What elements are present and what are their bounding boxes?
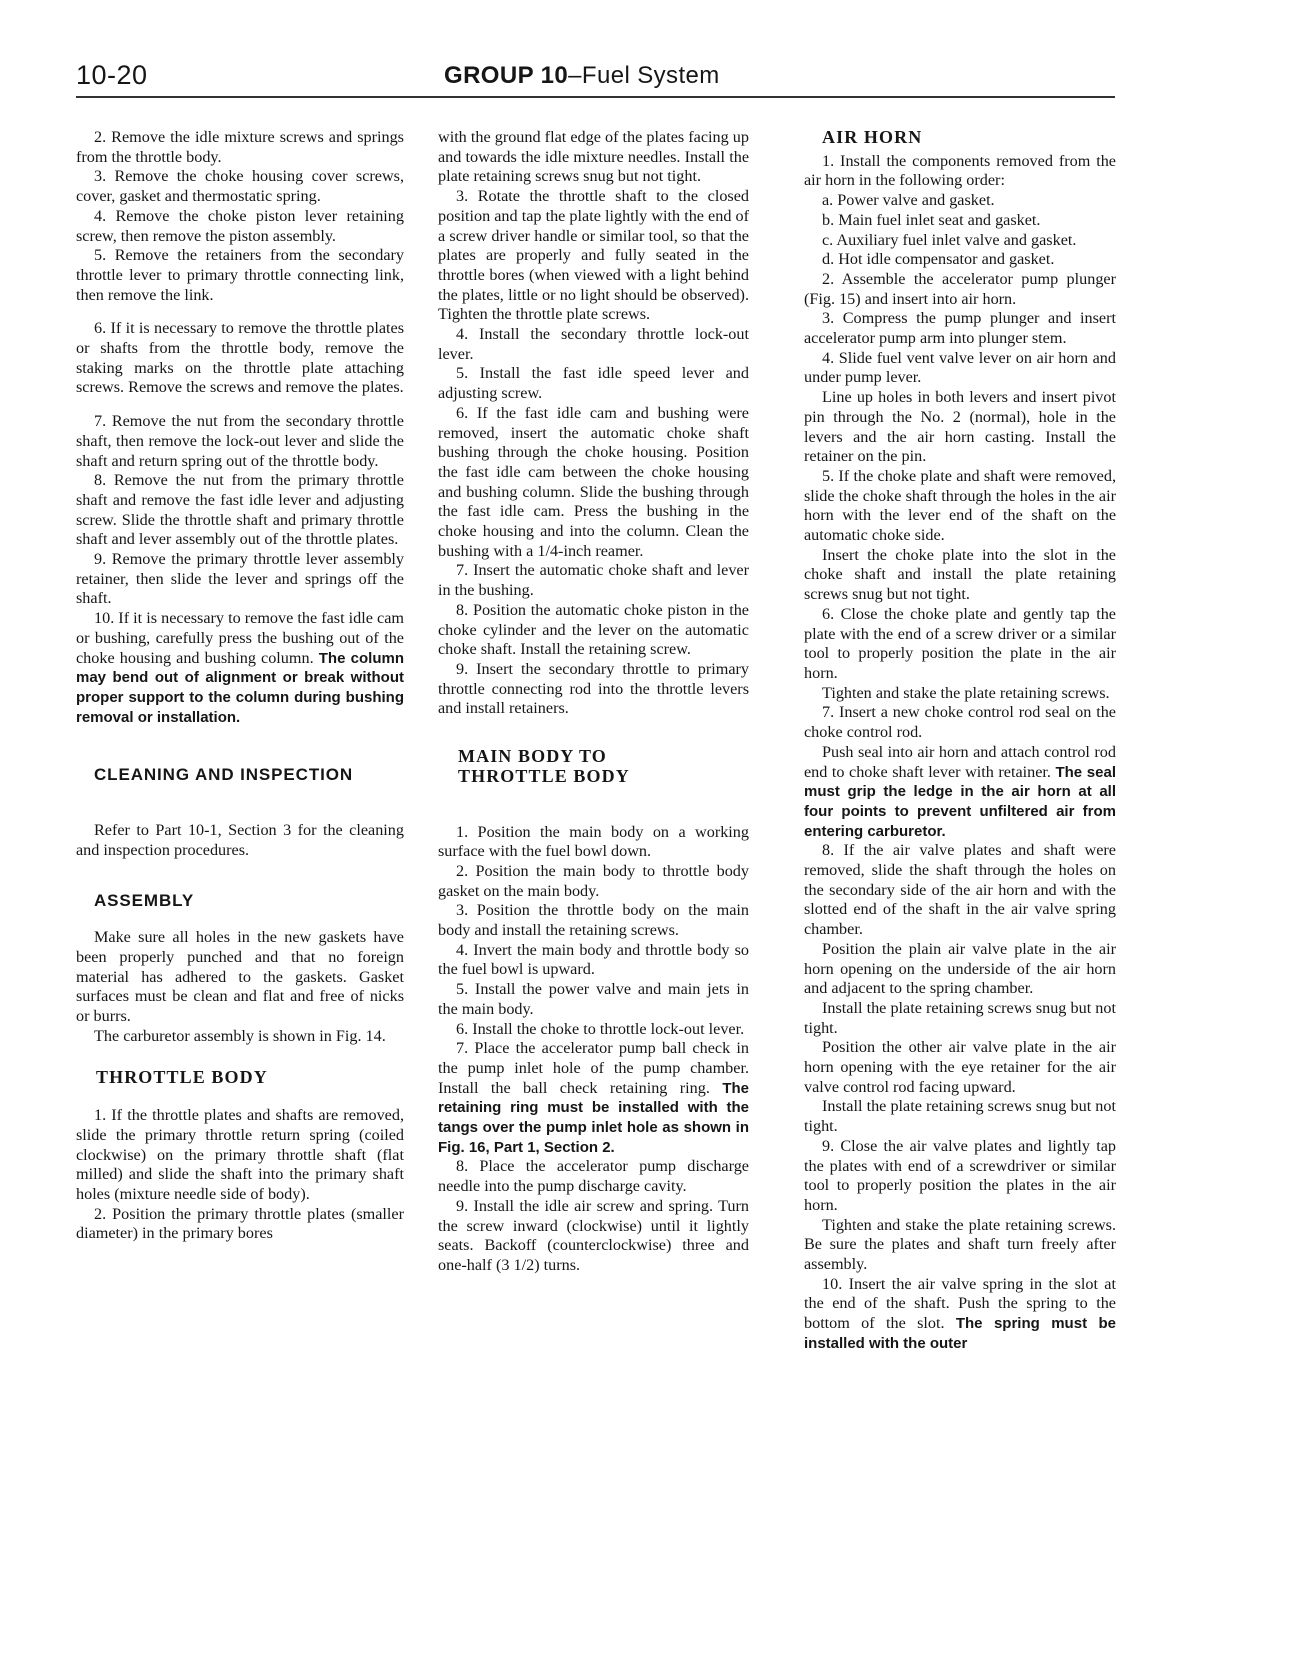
group-title: GROUP 10 bbox=[444, 62, 569, 89]
section-title: –Fuel System bbox=[568, 62, 720, 89]
paragraph: Line up holes in both levers and insert pivot pin through the No. 2 (normal), hole in the levers and the air horn casting. Install the retainer on the pin. bbox=[804, 388, 1116, 466]
paragraph: 4. Slide fuel vent valve lever on air horn and under pump lever. bbox=[804, 348, 1116, 387]
column-3 bbox=[804, 128, 1116, 1354]
paragraph-text: 10. If it is necessary to remove the fast idle cam or bushing, carefully press the bushing out of the choke housing and bushing column. bbox=[76, 609, 404, 667]
paragraph: 1. Install the components removed from the air horn in the following order: bbox=[804, 151, 1116, 190]
header-rule bbox=[76, 96, 1115, 98]
bold-caution: The seal must grip the ledge in the air horn at all four points to prevent unfiltered air from entering carburetor. bbox=[804, 763, 1116, 840]
paragraph: 2. Position the primary throttle plates (smaller diameter) in the primary bores bbox=[76, 1204, 404, 1243]
paragraph bbox=[804, 743, 1116, 842]
paragraph: Install the plate retaining screws snug but not tight. bbox=[804, 998, 1116, 1037]
paragraph: 5. Install the fast idle speed lever and adjusting screw. bbox=[438, 364, 749, 403]
paragraph: Position the other air valve plate in the air horn opening with the eye retainer for the air valve control rod facing upward. bbox=[804, 1038, 1116, 1096]
paragraph: 4. Remove the choke piston lever retaining screw, then remove the piston assembly. bbox=[76, 206, 404, 245]
paragraph: 8. Position the automatic choke piston in the choke cylinder and the lever on the automatic choke shaft. Install the retaining screw. bbox=[438, 600, 749, 659]
paragraph: Refer to Part 10-1, Section 3 for the cleaning and inspection procedures. bbox=[76, 821, 404, 859]
paragraph: 6. Install the choke to throttle lock-out lever. bbox=[456, 1019, 745, 1038]
paragraph: 5. If the choke plate and shaft were removed, slide the choke shaft through the holes in the air horn with the lever end of the shaft on the automatic choke side. bbox=[804, 466, 1116, 545]
page-number: 10-20 bbox=[76, 60, 148, 90]
cleaning-heading: CLEANING AND INSPECTION bbox=[94, 765, 354, 785]
list-item: b. Main fuel inlet seat and gasket. bbox=[822, 210, 1041, 229]
paragraph-text: 10. Insert the air valve spring in the slot at the end of the shaft. Push the spring to the bottom of the slot. bbox=[804, 1274, 1116, 1333]
bold-caution: The column may bend out of alignment or break without proper support to the column during bushing removal or installation. bbox=[76, 649, 405, 726]
bold-caution: The retaining ring must be installed with the tangs over the pump inlet hole as shown in Fig. 16, Part 1, Section 2. bbox=[438, 1079, 749, 1156]
paragraph: Position the plain air valve plate in the air horn opening on the underside of the air horn and adjacent to the spring chamber. bbox=[804, 939, 1116, 998]
paragraph: 6. If it is necessary to remove the throttle plates or shafts from the throttle body, remove the staking marks on the throttle plate attaching screws. Remove the screws and remove the plates. bbox=[76, 319, 404, 397]
column-1 bbox=[76, 128, 404, 1244]
paragraph: Install the plate retaining screws snug but not tight. bbox=[804, 1097, 1116, 1136]
paragraph-text: 7. Place the accelerator pump ball check in the pump inlet hole of the pump chamber. Install the ball check retaining ring. bbox=[438, 1039, 749, 1097]
paragraph: 1. Position the main body on a working surface with the fuel bowl down. bbox=[438, 822, 749, 861]
paragraph: 3. Remove the choke housing cover screws, cover, gasket and thermostatic spring. bbox=[76, 167, 404, 206]
paragraph: Make sure all holes in the new gaskets have been properly punched and that no foreign material has adhered to the gaskets. Gasket surfaces must be clean and flat and free of nicks or burrs. bbox=[76, 928, 404, 1026]
paragraph: 4. Invert the main body and throttle body so the fuel bowl is upward. bbox=[438, 940, 749, 979]
paragraph: Tighten and stake the plate retaining screws. Be sure the plates and shaft turn freely after assembly. bbox=[804, 1215, 1116, 1274]
paragraph: 3. Position the throttle body on the main body and install the retaining screws. bbox=[438, 901, 749, 940]
paragraph: 6. Close the choke plate and gently tap the plate with the end of a screw driver or a similar tool to properly position the plate in the air horn. bbox=[804, 604, 1116, 682]
paragraph: 7. Remove the nut from the secondary throttle shaft, then remove the lock-out lever and slide the shaft and return spring out of the throttle body. bbox=[76, 412, 404, 470]
main-body-heading-line2: THROTTLE BODY bbox=[458, 765, 630, 786]
paragraph: 8. Place the accelerator pump discharge needle into the pump discharge cavity. bbox=[438, 1157, 749, 1196]
paragraph: with the ground flat edge of the plates facing up and towards the idle mixture needles. Install the plate retaining screws snug but not tight. bbox=[438, 128, 749, 186]
throttle-body-heading: THROTTLE BODY bbox=[96, 1067, 268, 1088]
list-item: d. Hot idle compensator and gasket. bbox=[822, 250, 1055, 269]
list-item: c. Auxiliary fuel inlet valve and gasket. bbox=[822, 230, 1077, 249]
paragraph: 3. Rotate the throttle shaft to the closed position and tap the plate lightly with the end of a screw driver handle or similar tool, so that the plates are properly and fully seated in the throttle bores (when viewed with a light behind the plates, little or no light should be observed). Tighten the throttle plate screws. bbox=[438, 187, 749, 324]
paragraph: Tighten and stake the plate retaining screws. bbox=[822, 683, 1110, 702]
paragraph: 9. Install the idle air screw and spring. Turn the screw inward (clockwise) until it lightly seats. Backoff (counterclockwise) three and one-half (3 1/2) turns. bbox=[438, 1196, 749, 1274]
main-body-heading: MAIN BODY TO bbox=[458, 746, 607, 767]
paragraph-text: Push seal into air horn and attach control rod end to choke shaft lever with retainer. bbox=[804, 742, 1116, 781]
paragraph: 4. Install the secondary throttle lock-out lever. bbox=[438, 325, 749, 363]
paragraph: 8. Remove the nut from the primary throttle shaft and remove the fast idle lever and adjusting screw. Slide the throttle shaft and primary throttle shaft and lever assembly out of the throttle plates. bbox=[76, 471, 404, 549]
paragraph: 2. Assemble the accelerator pump plunger (Fig. 15) and insert into air horn. bbox=[804, 269, 1116, 308]
paragraph: 9. Remove the primary throttle lever assembly retainer, then slide the lever and springs off the shaft. bbox=[76, 550, 404, 608]
column-2 bbox=[438, 128, 749, 1276]
paragraph: 8. If the air valve plates and shaft were removed, slide the shaft through the holes on the secondary side of the air horn and with the slotted end of the shaft in the air valve spring chamber. bbox=[804, 841, 1116, 939]
paragraph: 2. Remove the idle mixture screws and springs from the throttle body. bbox=[76, 128, 404, 166]
bold-caution: The spring must be installed with the outer bbox=[804, 1315, 1117, 1352]
paragraph bbox=[804, 1275, 1116, 1354]
paragraph: 7. Insert a new choke control rod seal on the choke control rod. bbox=[804, 703, 1116, 742]
paragraph: The carburetor assembly is shown in Fig. 14. bbox=[94, 1026, 386, 1045]
paragraph: 5. Install the power valve and main jets in the main body. bbox=[438, 980, 749, 1018]
paragraph: 7. Insert the automatic choke shaft and lever in the bushing. bbox=[438, 561, 749, 600]
paragraph: 1. If the throttle plates and shafts are removed, slide the primary throttle return spring (coiled clockwise) on the primary throttle shaft (flat milled) and slide the shaft into the primary shaft holes (mixture needle side of body). bbox=[76, 1106, 404, 1203]
running-head bbox=[444, 62, 720, 90]
paragraph: 6. If the fast idle cam and bushing were removed, insert the automatic choke shaft bushing through the choke housing. Position the fast idle cam between the choke housing and bushing column. Slide the bushing through the fast idle cam. Press the bushing in the choke housing and into the column. Clean the bushing with a 1/4-inch reamer. bbox=[438, 403, 749, 560]
paragraph: 9. Insert the secondary throttle to primary throttle connecting rod into the throttle levers and install retainers. bbox=[438, 659, 749, 718]
paragraph: 3. Compress the pump plunger and insert accelerator pump arm into plunger stem. bbox=[804, 309, 1116, 348]
paragraph: 2. Position the main body to throttle body gasket on the main body. bbox=[438, 861, 749, 900]
air-horn-heading: AIR HORN bbox=[822, 127, 923, 147]
paragraph bbox=[438, 1039, 749, 1157]
assembly-heading: ASSEMBLY bbox=[94, 890, 195, 910]
list-item: a. Power valve and gasket. bbox=[822, 191, 995, 210]
paragraph: Insert the choke plate into the slot in the choke shaft and install the plate retaining screws snug but not tight. bbox=[804, 545, 1116, 604]
paragraph: 5. Remove the retainers from the secondary throttle lever to primary throttle connecting link, then remove the link. bbox=[76, 246, 404, 304]
paragraph bbox=[76, 609, 404, 727]
paragraph: 9. Close the air valve plates and lightly tap the plates with end of a screwdriver or similar tool to properly position the plates in the air horn. bbox=[804, 1136, 1116, 1214]
